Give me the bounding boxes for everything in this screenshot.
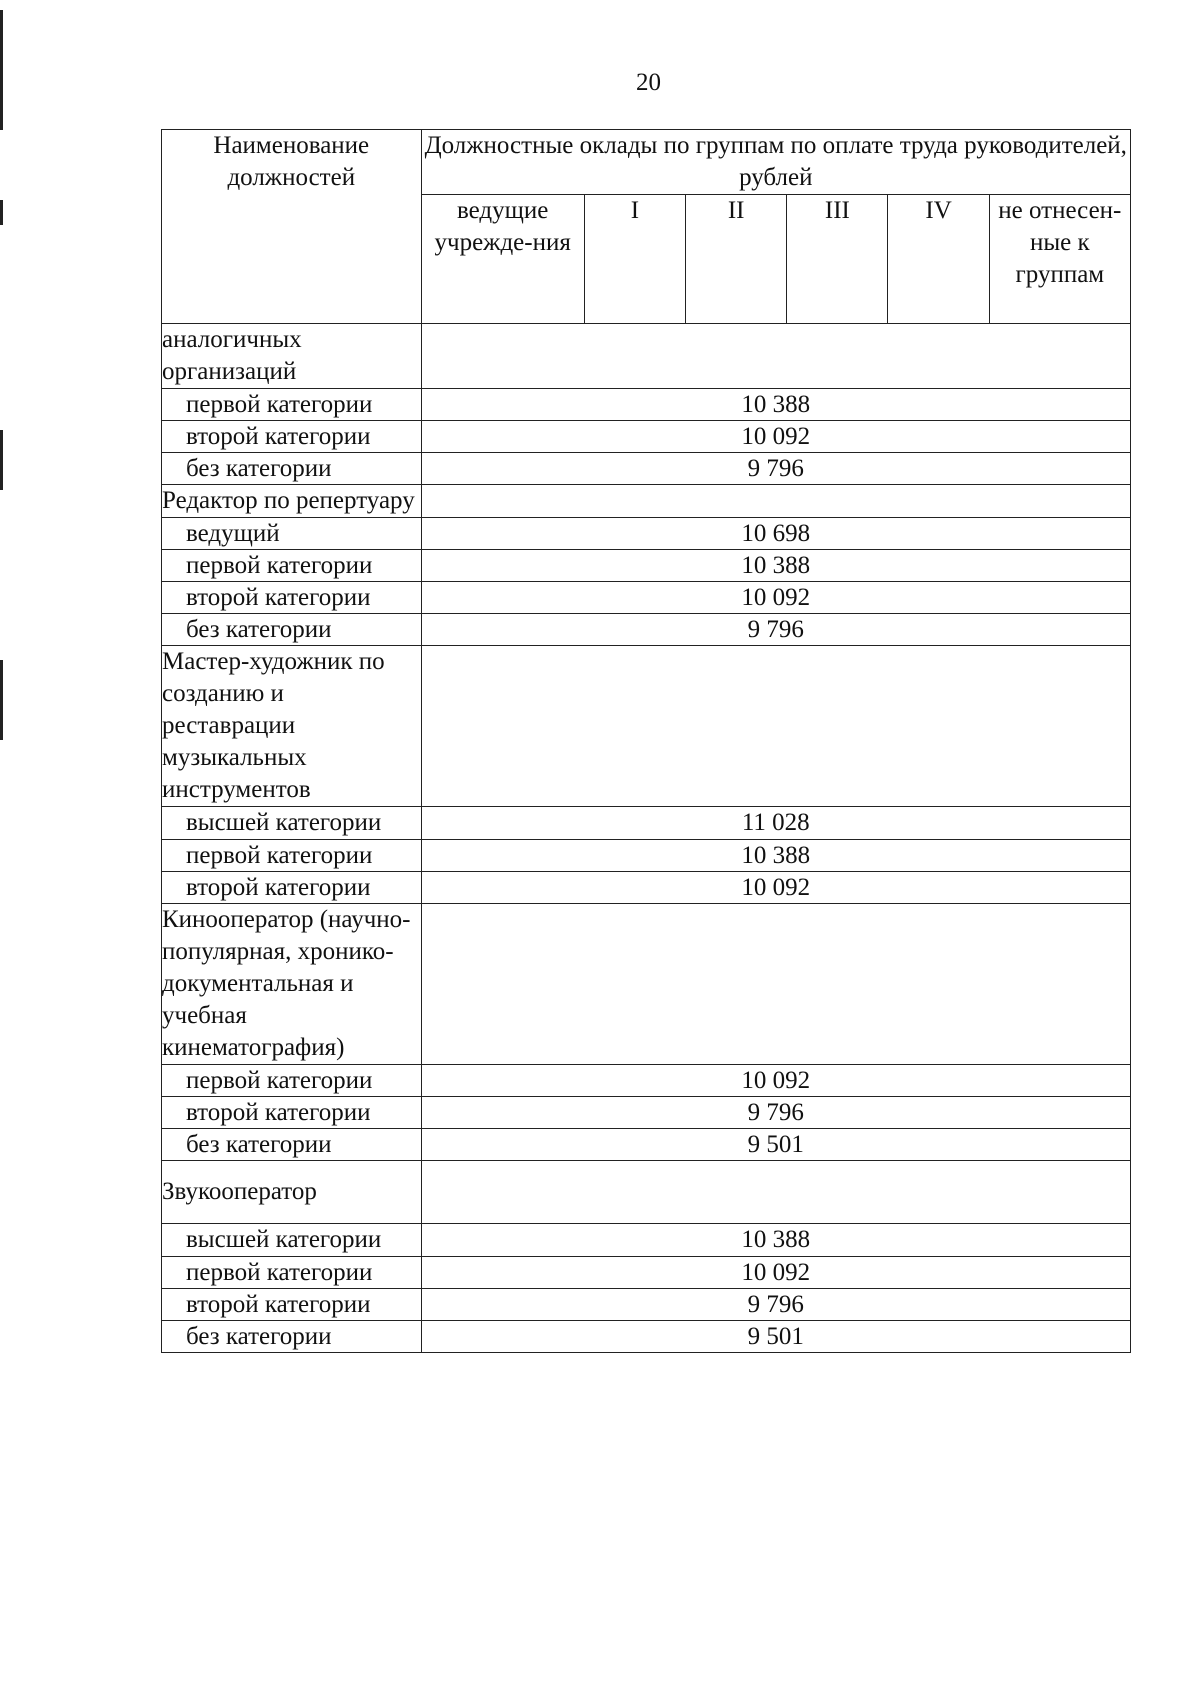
salary-value-cell [421, 324, 1130, 389]
header-not-assigned: не отнесен-ные к группам [989, 195, 1130, 324]
scan-edge-mark [0, 660, 3, 740]
salary-value-cell: 10 092 [421, 1257, 1130, 1289]
category-name-cell: второй категории [162, 582, 422, 614]
header-group-4: IV [888, 195, 989, 324]
position-title-cell: Кинооператор (научно-популярная, хронико-документальная и учебная кинематография) [162, 904, 422, 1065]
table-row [162, 1097, 1131, 1129]
table-row [162, 389, 1131, 421]
salary-value-cell: 10 388 [421, 840, 1130, 872]
header-salary-groups: Должностные оклады по группам по оплате труда руководителей, рублей [421, 130, 1130, 195]
position-title-cell: Редактор по репертуару [162, 485, 422, 518]
page-number: 20 [636, 69, 661, 96]
category-name-cell: второй категории [162, 1289, 422, 1321]
category-name-cell: первой категории [162, 389, 422, 421]
category-name-cell: первой категории [162, 1257, 422, 1289]
table-row [162, 904, 1131, 1065]
category-name-cell: высшей категории [162, 807, 422, 840]
table-row [162, 840, 1131, 872]
salary-value-cell: 9 796 [421, 453, 1130, 485]
salary-value-cell: 9 501 [421, 1129, 1130, 1161]
category-name-cell: ведущий [162, 518, 422, 550]
salary-value-cell: 10 698 [421, 518, 1130, 550]
category-name-cell: высшей категории [162, 1224, 422, 1257]
table-row [162, 646, 1131, 807]
table-row [162, 1161, 1131, 1224]
salary-value-cell: 10 388 [421, 1224, 1130, 1257]
category-name-cell: первой категории [162, 1065, 422, 1097]
position-title-cell: Звукооператор [162, 1161, 422, 1224]
category-name-cell: без категории [162, 453, 422, 485]
position-title-cell: аналогичных организаций [162, 324, 422, 389]
category-name-cell: второй категории [162, 872, 422, 904]
table-row [162, 1129, 1131, 1161]
header-group-3: III [787, 195, 888, 324]
table-row [162, 324, 1131, 389]
salary-value-cell [421, 1161, 1130, 1224]
table-row [162, 1224, 1131, 1257]
table-row [162, 1065, 1131, 1097]
table-row [162, 582, 1131, 614]
scan-edge-mark [0, 10, 3, 130]
table-row [162, 550, 1131, 582]
table-row [162, 614, 1131, 646]
category-name-cell: первой категории [162, 550, 422, 582]
salary-table [161, 129, 1131, 1353]
scan-edge-mark [0, 200, 3, 225]
salary-value-cell: 10 092 [421, 872, 1130, 904]
table-row [162, 453, 1131, 485]
salary-value-cell [421, 904, 1130, 1065]
category-name-cell: первой категории [162, 840, 422, 872]
table-row [162, 872, 1131, 904]
salary-value-cell: 10 388 [421, 389, 1130, 421]
category-name-cell: второй категории [162, 421, 422, 453]
table-row [162, 518, 1131, 550]
salary-value-cell [421, 646, 1130, 807]
salary-value-cell: 9 796 [421, 1097, 1130, 1129]
header-leading-institutions: ведущие учрежде-ния [421, 195, 584, 324]
header-position-name: Наименование должностей [162, 130, 422, 324]
table-row [162, 421, 1131, 453]
salary-value-cell: 11 028 [421, 807, 1130, 840]
position-title-cell: Мастер-художник по созданию и реставрации музыкальных инструментов [162, 646, 422, 807]
salary-value-cell [421, 485, 1130, 518]
table-row [162, 1257, 1131, 1289]
header-group-1: I [584, 195, 685, 324]
scan-edge-mark [0, 430, 3, 490]
header-group-2: II [686, 195, 787, 324]
table-row [162, 807, 1131, 840]
category-name-cell: второй категории [162, 1097, 422, 1129]
salary-value-cell: 10 388 [421, 550, 1130, 582]
table-row [162, 485, 1131, 518]
table-row [162, 1321, 1131, 1353]
salary-value-cell: 10 092 [421, 582, 1130, 614]
category-name-cell: без категории [162, 1321, 422, 1353]
table-row [162, 1289, 1131, 1321]
category-name-cell: без категории [162, 1129, 422, 1161]
salary-value-cell: 9 501 [421, 1321, 1130, 1353]
category-name-cell: без категории [162, 614, 422, 646]
salary-value-cell: 9 796 [421, 1289, 1130, 1321]
table-body [162, 324, 1131, 1353]
salary-value-cell: 10 092 [421, 421, 1130, 453]
salary-value-cell: 9 796 [421, 614, 1130, 646]
salary-value-cell: 10 092 [421, 1065, 1130, 1097]
